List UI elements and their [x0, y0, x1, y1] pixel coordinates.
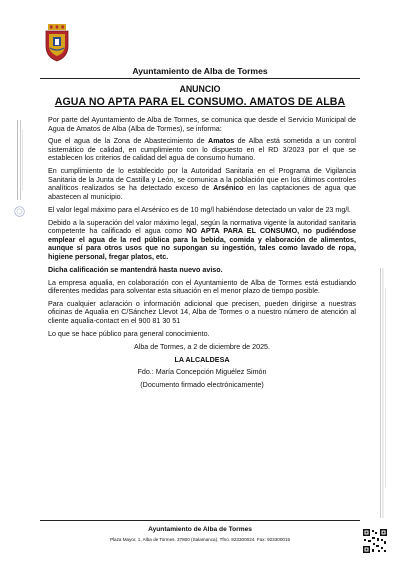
paragraph-legal-value: El valor legal máximo para el Arsénico es de 10 mg/l habiéndose detectado un valor de 23 mg/l. — [48, 205, 351, 214]
paragraph-not-suitable: Debido a la superación del valor máximo legal, según la normativa vigente la autoridad sanitaria competente ha calificado el agua como NO APTA PARA EL CONSUMO, no pudiéndose emplear el agua de la red pública para la bebida, comida y elaboración de alimentos, aunque sí para otros usos que no supongan su ingestión, tales como lavado de ropa, higiene personal, fregar platos, etc. — [48, 218, 356, 261]
paragraph-contact: Para cualquier aclaración o información adicional que precisen, pueden dirigirse a nuestras oficinas de Aqualia en C/Sánchez Llevot 14, Alba de Tormes o a nuestro número de atención al cliente aqualia-contact en el 900 81 30 51 — [48, 299, 356, 326]
paragraph-public: Lo que se hace público para general conocimiento. — [48, 329, 210, 338]
paragraph-quality-control: Que el agua de la Zona de Abastecimiento de Amatos de Alba está sometida a un control sistemático de calidad, en cumplimiento con lo dispuesto en el RD 3/2023 por el que se establecen los criterios de calidad del agua de consumo humano. — [48, 137, 356, 163]
footer-organization: Ayuntamiento de Alba de Tormes — [148, 526, 252, 533]
signature-note: (Documento firmado electrónicamente) — [140, 381, 264, 390]
notice-headline: AGUA NO APTA PARA EL CONSUMO. AMATOS DE ALBA — [54, 96, 346, 108]
paragraph-intro: Por parte del Ayuntamiento de Alba de Tormes, se comunica que desde el Servicio Municipal de Agua de Amatos de Alba (Alba de Tormes), se informa: — [48, 116, 356, 133]
verification-margin-stamp — [14, 120, 26, 250]
organization-title: Ayuntamiento de Alba de Tormes — [132, 66, 268, 76]
paragraph-until-notice: Dicha calificación se mantendrá hasta nuevo aviso. — [48, 265, 223, 274]
seal-icon — [14, 206, 25, 217]
header-divider — [40, 78, 360, 79]
footer-address: Plaza Mayor, 1, Alba de Tormes. 37800 (Salamanca). Tfno. 923300024. Fax: 923300015 — [109, 537, 291, 542]
paragraph-arsenic: En cumplimiento de lo establecido por la Autoridad Sanitaria en el Programa de Vigilancia Sanitaria de la Junta de Castilla y León, se comunica a la población que en los últimos controles analíticos realizados se ha detectado exceso de Arsénico en las captaciones de agua que abastecen al municipio. — [48, 167, 356, 201]
signer-name: Fdo.: María Concepción Miguélez Simón — [137, 368, 267, 377]
signer-title: LA ALCALDESA — [174, 355, 230, 364]
notice-body — [48, 116, 356, 394]
notice-kind: ANUNCIO — [179, 84, 221, 94]
footer-divider — [40, 520, 360, 521]
electronic-signature-margin — [378, 268, 388, 538]
qr-code-icon — [362, 528, 388, 554]
paragraph-aqualia: La empresa aqualia, en colaboración con el Ayuntamiento de Alba de Tormes está estudiando diferentes medidas para solventar esta situación en el menor plazo de tiempo posible. — [48, 278, 356, 296]
coat-of-arms-icon — [44, 24, 70, 62]
date-line: Alba de Tormes, a 2 de diciembre de 2025. — [133, 342, 271, 351]
